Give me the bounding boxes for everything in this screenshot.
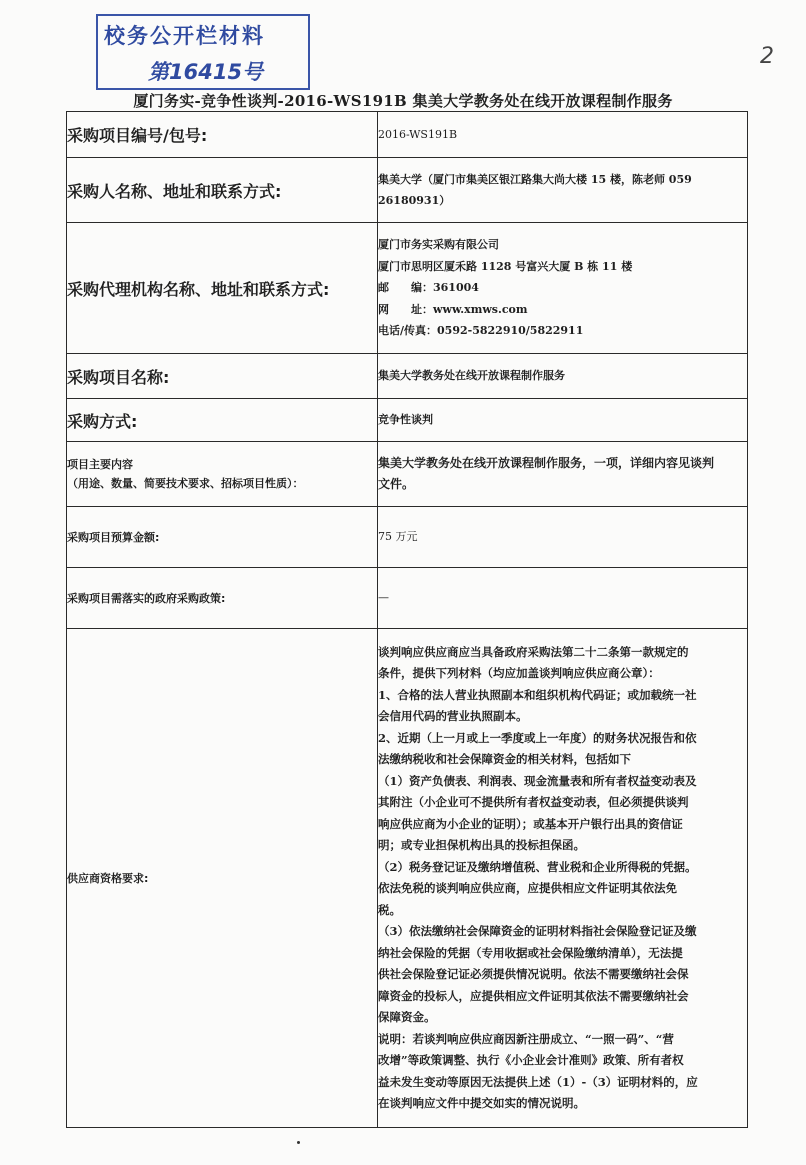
scan-speck [297, 1141, 300, 1144]
row-value: 75 万元 [378, 507, 748, 568]
row-label: 采购项目需落实的政府采购政策: [67, 568, 378, 629]
row-label: 项目主要内容 （用途、数量、简要技术要求、招标项目性质）： [67, 442, 378, 507]
row-label: 采购方式: [67, 399, 378, 442]
row-value: 2016-WS191B [378, 112, 748, 158]
table-row [67, 158, 748, 223]
page-number: 2 [760, 44, 774, 69]
row-label: 采购人名称、地址和联系方式: [67, 158, 378, 223]
table-row [67, 223, 748, 354]
table-row [67, 112, 748, 158]
table-row [67, 442, 748, 507]
table-row [67, 507, 748, 568]
table-row [67, 629, 748, 1128]
table-row [67, 568, 748, 629]
row-value: — [378, 568, 748, 629]
row-label: 采购项目编号/包号: [67, 112, 378, 158]
table-row [67, 399, 748, 442]
row-value: 竞争性谈判 [378, 399, 748, 442]
archive-stamp [96, 14, 310, 90]
procurement-info-table [66, 111, 748, 1128]
row-value: 集美大学教务处在线开放课程制作服务 [378, 354, 748, 399]
row-value: 集美大学教务处在线开放课程制作服务，一项，详细内容见谈判 文件。 [378, 442, 748, 507]
row-label: 采购项目名称: [67, 354, 378, 399]
supplier-qualification-text: 谈判响应供应商应当具备政府采购法第二十二条第一款规定的 条件，提供下列材料（均应加盖谈判响应供应商公章）： 1、合格的法人营业执照副本和组织机构代码证；或加载统一社 会信用代码的营业执照副本。 2、近期（上一月或上一季度或上一年度）的财务状况报告和依 法缴纳税收和社会保障资金的相关材料，包括如下 （1）资产负债表、利润表、现金流量表和所有者权益变动表及 其附注（小企业可不提供所有者权益变动表，但必须提供谈判 响应供应商为小企业的证明）；或基本开户银行出具的资信证 明；或专业担保机构出具的投标担保函。 （2）税务登记证及缴纳增值税、营业税和企业所得税的凭据。 依法免税的谈判响应供应商，应提供相应文件证明其依法免 税。 （3）依法缴纳社会保障资金的证明材料指社会保险登记证及缴 纳社会保险的凭据（专用收据或社会保险缴纳清单），无法提 供社会保险登记证必须提供情况说明。依法不需要缴纳社会保 障资金的投标人，应提供相应文件证明其依法不需要缴纳社会 保障资金。 说明：若谈判响应供应商因新注册成立、“一照一码”、“营 改增”等政策调整、执行《小企业会计准则》政策、所有者权 益未发生变动等原因无法提供上述（1）-（3）证明材料的，应 在谈判响应文件中提交如实的情况说明。 [378, 629, 748, 1128]
document-title: 厦门务实-竞争性谈判-2016-WS191B 集美大学教务处在线开放课程制作服务 [133, 92, 673, 110]
row-label: 采购代理机构名称、地址和联系方式: [67, 223, 378, 354]
table-row [67, 354, 748, 399]
stamp-title: 校务公开栏材料 [104, 24, 265, 48]
row-label: 供应商资格要求: [67, 629, 378, 1128]
row-value: 集美大学（厦门市集美区银江路集大尚大楼 15 楼，陈老师 059 26180931） [378, 158, 748, 223]
row-value: 厦门市务实采购有限公司 厦门市思明区厦禾路 1128 号富兴大厦 B 栋 11 楼 邮 编：361004 网 址：www.xmws.com 电话/传真：0592-5822910/5822911 [378, 223, 748, 354]
row-label: 采购项目预算金额: [67, 507, 378, 568]
stamp-number: 第16415号 [148, 60, 264, 84]
